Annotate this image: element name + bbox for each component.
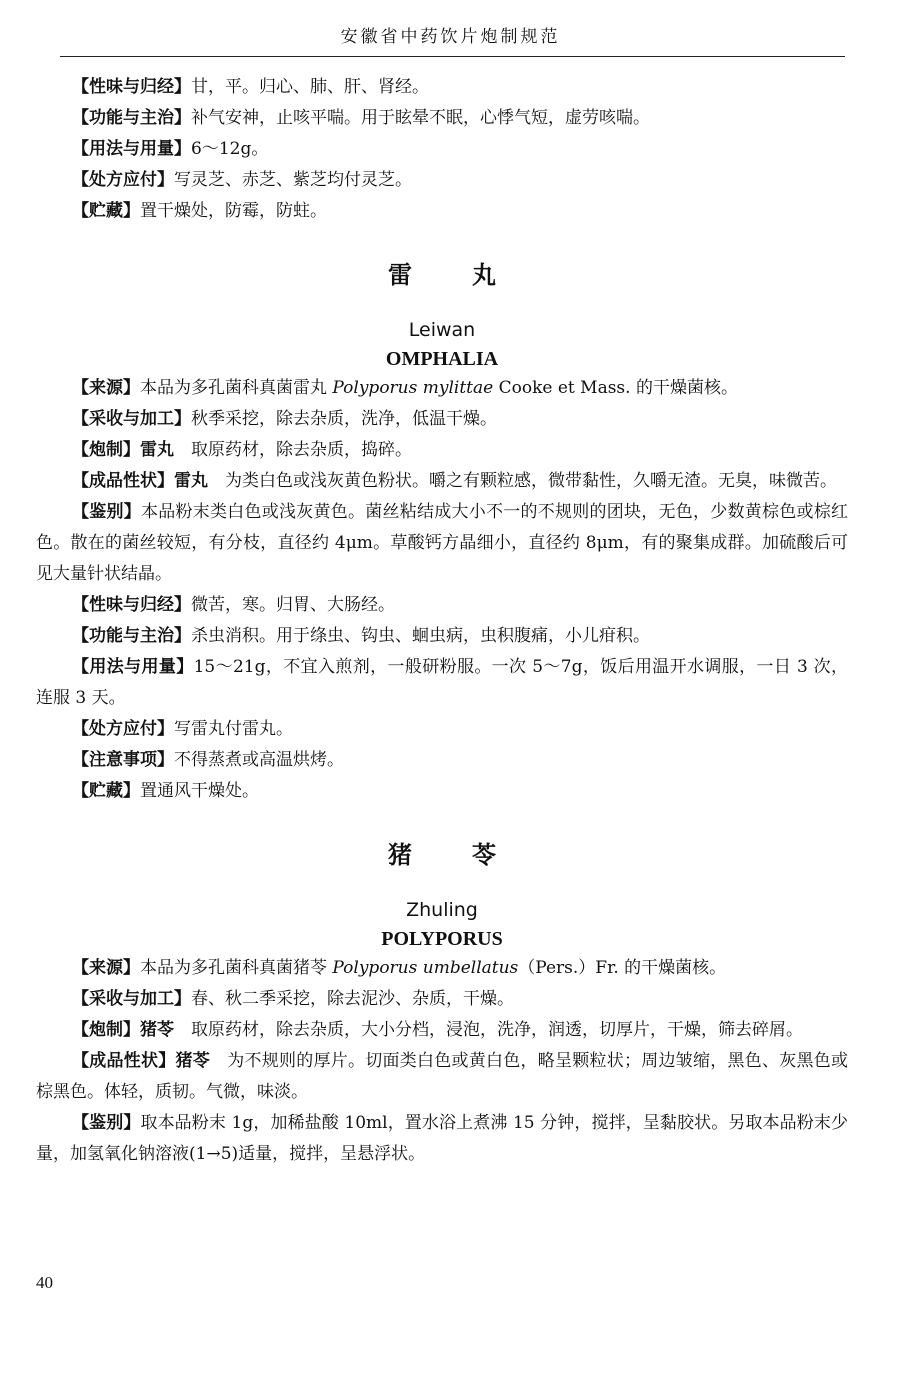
processing-para: 【炮制】猪苓 取原药材，除去杂质，大小分档，浸泡，洗净，润透，切厚片，干燥，筛去碎屑。 <box>72 1020 803 1040</box>
harvest-para: 【采收与加工】春、秋二季采挖，除去泥沙、杂质，干燥。 <box>72 989 514 1009</box>
flavor-para: 【性味与归经】微苦，寒。归胃、大肠经。 <box>72 595 395 615</box>
entry-title: 猪苓 <box>388 841 556 869</box>
identification-para: 【鉴别】取本品粉末 1g，加稀盐酸 10ml，置水浴上煮沸 15 分钟，搅拌，呈黏胶状。另取本品粉末少量，加氢氧化钠溶液(1→5)适量，搅拌，呈悬浮状。 <box>36 1113 849 1164</box>
function-para: 【功能与主治】杀虫消积。用于绦虫、钩虫、蛔虫病，虫积腹痛，小儿疳积。 <box>72 626 650 646</box>
prescription-para: 【处方应付】写雷丸付雷丸。 <box>72 719 293 739</box>
source-para: 【来源】本品为多孔菌科真菌猪苓 Polyporus umbellatus（Pers.）Fr. 的干燥菌核。 <box>72 958 727 978</box>
entry-pinyin: Zhuling <box>406 899 478 921</box>
identification-para: 【鉴别】本品粉末类白色或浅灰黄色。菌丝粘结成大小不一的不规则的团块，无色，少数黄棕色或棕红色。散在的菌丝较短，有分枝，直径约 4μm。草酸钙方晶细小，直径约 8μm，有的聚集成群。加硫酸后可见大量针状结晶。 <box>36 502 848 584</box>
entry-latin-name: OMPHALIA <box>385 348 499 370</box>
storage-para: 【贮藏】置通风干燥处。 <box>72 781 259 801</box>
prev-entry-dosage: 【用法与用量】6～12g。 <box>72 139 269 159</box>
dosage-para: 【用法与用量】15～21g，不宜入煎剂，一般研粉服。一次 5～7g，饭后用温开水调服，一日 3 次，连服 3 天。 <box>36 657 849 708</box>
prev-entry-flavor: 【性味与归经】甘，平。归心、肺、肝、肾经。 <box>72 77 429 97</box>
harvest-para: 【采收与加工】秋季采挖，除去杂质，洗净，低温干燥。 <box>72 409 497 429</box>
prev-entry-section <box>36 72 848 227</box>
species-name: Polyporus mylittae <box>332 378 494 398</box>
source-para: 【来源】本品为多孔菌科真菌雷丸 Polyporus mylittae Cooke et Mass. 的干燥菌核。 <box>72 378 738 398</box>
page-content <box>36 72 848 1170</box>
running-header: 安徽省中药饮片炮制规范 <box>340 27 561 47</box>
product-para: 【成品性状】雷丸 为类白色或浅灰黄色粉状。嚼之有颗粒感，微带黏性，久嚼无渣。无臭，味微苦。 <box>72 471 837 491</box>
species-name: Polyporus umbellatus <box>332 958 519 978</box>
prev-entry-storage: 【贮藏】置干燥处，防霉，防蛀。 <box>72 201 327 221</box>
processing-para: 【炮制】雷丸 取原药材，除去杂质，捣碎。 <box>72 440 412 460</box>
header-rule <box>60 56 845 57</box>
product-para: 【成品性状】猪苓 为不规则的厚片。切面类白色或黄白色，略呈颗粒状；周边皱缩，黑色、灰黑色或棕黑色。体轻，质韧。气微，味淡。 <box>36 1051 848 1102</box>
leiwan-entry <box>36 255 848 807</box>
zhuling-entry <box>36 835 848 1170</box>
precaution-para: 【注意事项】不得蒸煮或高温烘烤。 <box>72 750 344 770</box>
entry-pinyin: Leiwan <box>408 319 476 341</box>
page-number: 40 <box>36 1273 53 1292</box>
entry-latin-name: POLYPORUS <box>381 928 503 950</box>
prev-entry-prescription: 【处方应付】写灵芝、赤芝、紫芝均付灵芝。 <box>72 170 412 190</box>
prev-entry-function: 【功能与主治】补气安神，止咳平喘。用于眩晕不眠，心悸气短，虚劳咳喘。 <box>72 108 650 128</box>
entry-title: 雷丸 <box>388 261 556 289</box>
